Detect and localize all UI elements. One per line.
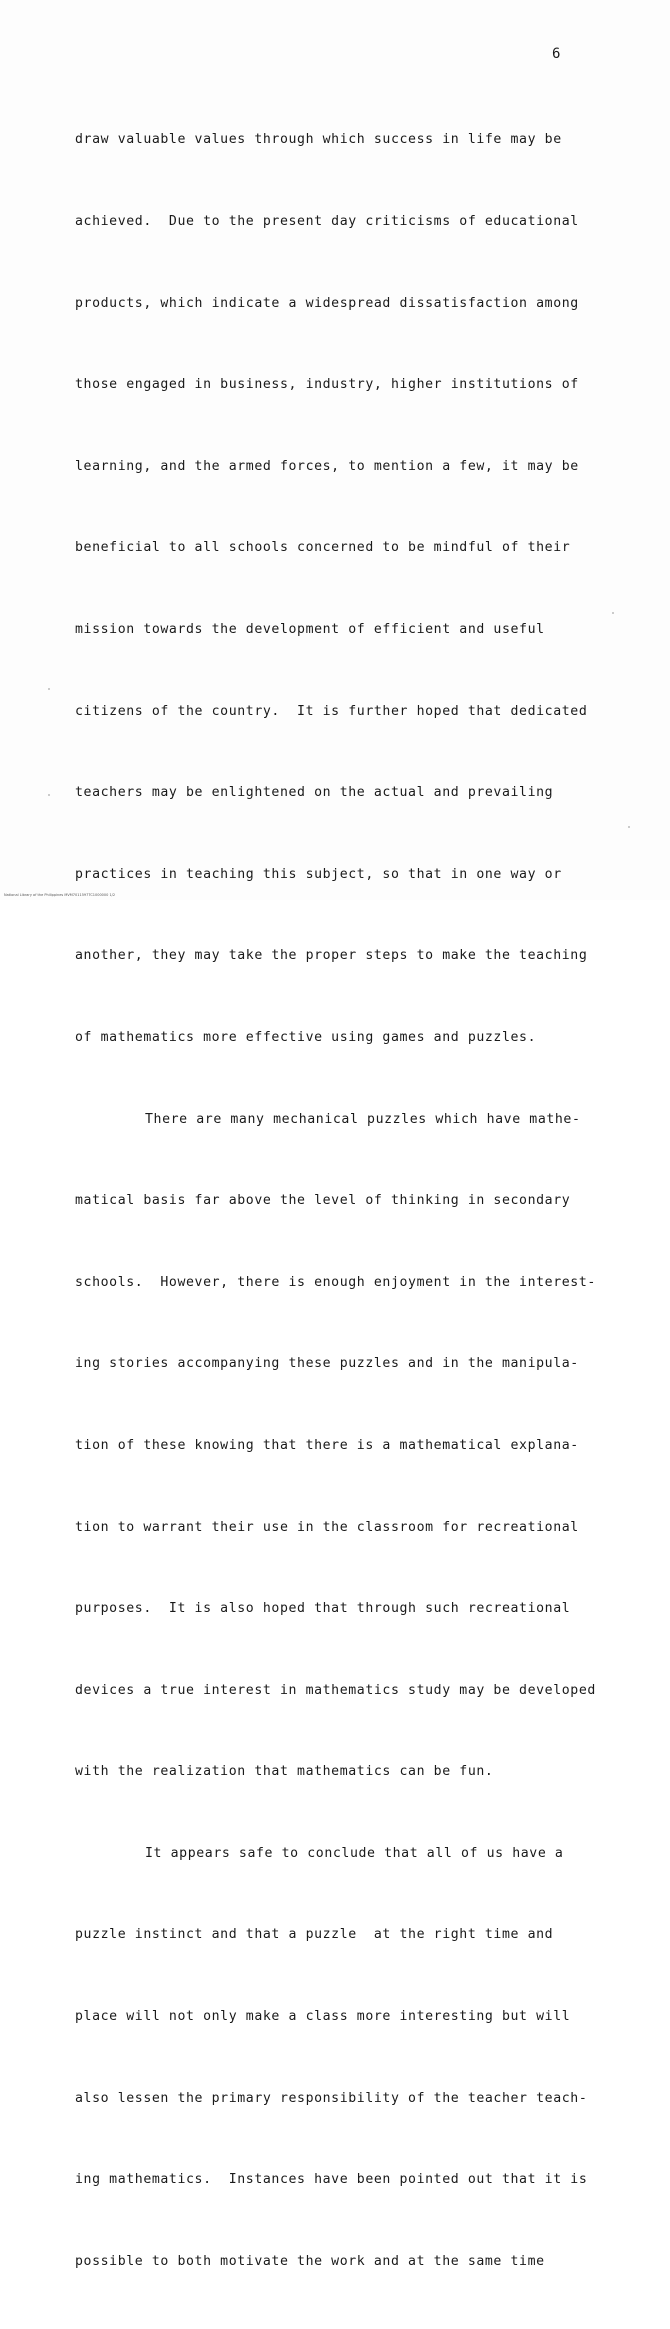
text-line: those engaged in business, industry, higher institutions of (75, 377, 579, 393)
text-line: citizens of the country. It is further hoped that dedicated (75, 703, 588, 719)
text-line: practices in teaching this subject, so that in one way or (75, 866, 562, 882)
scan-speck (48, 794, 50, 796)
text-line: achieved. Due to the present day criticisms of educational (75, 214, 579, 229)
text-line: place will not only make a class more interesting but will (75, 2009, 571, 2025)
text-line: schools. However, there is enough enjoyment in the interest- (75, 1274, 596, 1290)
text-line: possible to both motivate the work and at the same time (75, 2253, 545, 2269)
text-line: puzzle instinct and that a puzzle at the right time and (75, 1927, 554, 1943)
text-line: teachers may be enlightened on the actual and prevailing (75, 785, 554, 801)
text-line: learning, and the armed forces, to mention a few, it may be (75, 458, 579, 474)
page-number: 6 (552, 46, 561, 62)
text-line: draw valuable values through which success in life may be (75, 132, 562, 148)
paragraph-start-line: There are many mechanical puzzles which have mathe- (145, 1111, 581, 1127)
text-line: devices a true interest in mathematics study may be developed (75, 1682, 596, 1698)
text-line: tion to warrant their use in the classroom for recreational (75, 1519, 579, 1535)
text-line: tion of these knowing that there is a mathematical explana- (75, 1437, 579, 1453)
scan-speck (612, 612, 614, 614)
text-line: ing mathematics. Instances have been pointed out that it is (75, 2172, 588, 2188)
scan-speck (48, 688, 50, 690)
text-line: ing stories accompanying these puzzles and in the manipula- (75, 1356, 579, 1372)
text-line: matical basis far above the level of thinking in secondary (75, 1193, 571, 1209)
text-line: beneficial to all schools concerned to be mindful of their (75, 540, 571, 556)
text-line: products, which indicate a widespread dissatisfaction among (75, 295, 579, 311)
body-text (75, 72, 610, 2329)
paragraph-start-line: It appears safe to conclude that all of us have a (145, 1845, 564, 1861)
scan-footer: National Library of the Philippines MVM7011597TC1000000 1/2 (4, 893, 116, 897)
text-line: purposes. It is also hoped that through such recreational (75, 1601, 571, 1617)
text-line: with the realization that mathematics can be fun. (75, 1764, 494, 1780)
text-line: another, they may take the proper steps to make the teaching (75, 948, 588, 964)
text-line: mission towards the development of efficient and useful (75, 621, 545, 637)
text-line: of mathematics more effective using games and puzzles. (75, 1029, 537, 1045)
text-line: also lessen the primary responsibility of the teacher teach- (75, 2090, 588, 2106)
scan-speck (628, 826, 630, 828)
